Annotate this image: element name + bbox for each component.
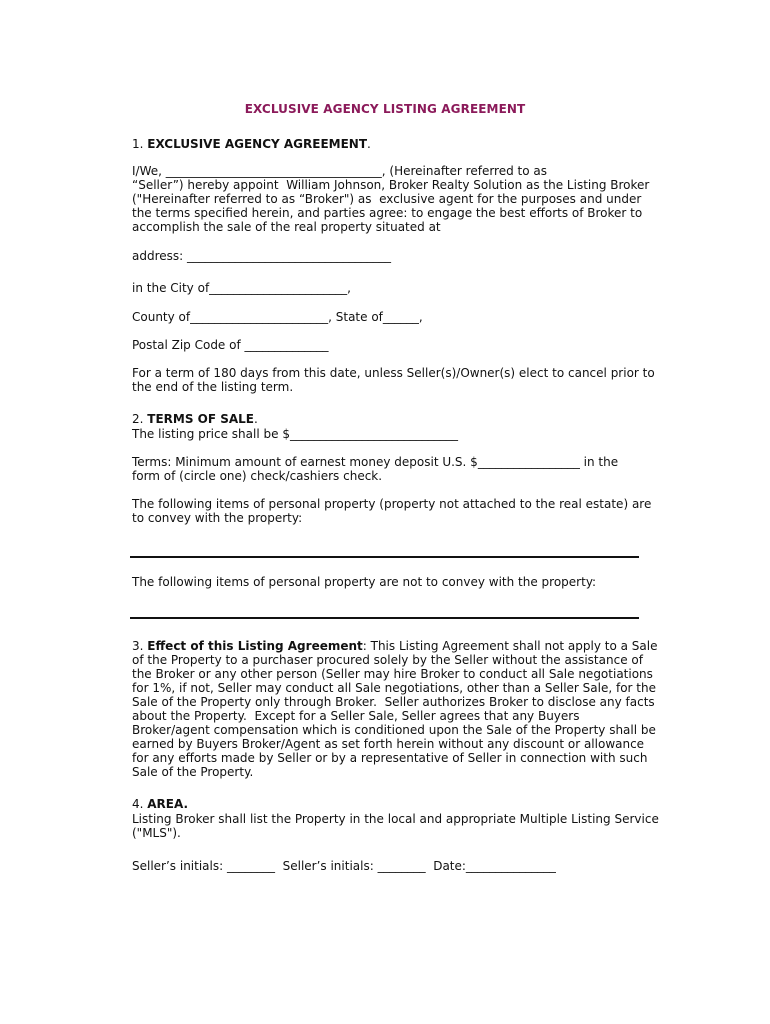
- section-4-title: AREA.: [147, 797, 189, 811]
- section-3-title: Effect of this Listing Agreement: [147, 639, 363, 653]
- paragraph-line: for 1%, if not, Seller may conduct all Sale negotiations, other than a Seller Sale, for the: [132, 681, 656, 695]
- paragraph-line: Sale of the Property only through Broker. Seller authorizes Broker to disclose any facts: [132, 695, 655, 709]
- paragraph-line: to convey with the property:: [132, 511, 303, 525]
- paragraph-line: Sale of the Property.: [132, 765, 254, 779]
- fill-in-rule: [130, 556, 639, 558]
- section-1-title: EXCLUSIVE AGENCY AGREEMENT: [147, 137, 368, 151]
- paragraph-line: Listing Broker shall list the Property in the local and appropriate Multiple Listing Service: [132, 812, 659, 826]
- paragraph-line: of the Property to a purchaser procured solely by the Seller without the assistance of: [132, 653, 643, 667]
- section-4-heading: [132, 797, 188, 811]
- paragraph-line: form of (circle one) check/cashiers check.: [132, 469, 383, 483]
- section-3-tail: : This Listing Agreement shall not apply to a Sale: [362, 639, 658, 653]
- section-1-tail: .: [367, 137, 371, 151]
- section-3-heading: [132, 639, 657, 653]
- section-2-heading: [132, 412, 258, 426]
- listing-price-field: The listing price shall be $____________________________: [132, 427, 458, 441]
- paragraph-line: the terms specified herein, and parties agree: to engage the best efforts of Broker to: [132, 206, 643, 220]
- paragraph-line: accomplish the sale of the real property situated at: [132, 220, 441, 234]
- section-2-number: 2.: [132, 412, 148, 426]
- section-4-number: 4.: [132, 797, 148, 811]
- zip-code-field: Postal Zip Code of ______________: [132, 338, 329, 352]
- address-field: address: __________________________________: [132, 249, 392, 263]
- paragraph-line: I/We, ____________________________________, (Hereinafter referred to as: [132, 164, 548, 178]
- initials-date-field: Seller’s initials: ________ Seller’s initials: ________ Date:_______________: [132, 859, 556, 873]
- section-2-tail: .: [254, 412, 258, 426]
- paragraph-line: For a term of 180 days from this date, unless Seller(s)/Owner(s) elect to cancel prior to: [132, 366, 655, 380]
- paragraph-line: for any efforts made by Seller or by a representative of Seller in connection with such: [132, 751, 648, 765]
- fill-in-rule: [130, 617, 639, 619]
- paragraph-line: earned by Buyers Broker/Agent as set forth herein without any discount or allowance: [132, 737, 645, 751]
- document-title: EXCLUSIVE AGENCY LISTING AGREEMENT: [244, 102, 526, 116]
- section-3-number: 3.: [132, 639, 148, 653]
- paragraph-line: the Broker or any other person (Seller may hire Broker to conduct all Sale negotiations: [132, 667, 653, 681]
- paragraph-line: the end of the listing term.: [132, 380, 294, 394]
- paragraph-line: ("Hereinafter referred to as “Broker") as exclusive agent for the purposes and under: [132, 192, 642, 206]
- paragraph-line: Broker/agent compensation which is conditioned upon the Sale of the Property shall be: [132, 723, 656, 737]
- paragraph-line: “Seller”) hereby appoint William Johnson, Broker Realty Solution as the Listing Broker: [132, 178, 650, 192]
- paragraph-line: Terms: Minimum amount of earnest money deposit U.S. $_________________ in the: [132, 455, 619, 469]
- county-state-field: County of_______________________, State of______,: [132, 310, 423, 324]
- section-1-number: 1.: [132, 137, 148, 151]
- paragraph-line: The following items of personal property are not to convey with the property:: [132, 575, 597, 589]
- paragraph-line: The following items of personal property (property not attached to the real estate) are: [132, 497, 652, 511]
- paragraph-line: ("MLS").: [132, 826, 181, 840]
- paragraph-line: about the Property. Except for a Seller Sale, Seller agrees that any Buyers: [132, 709, 580, 723]
- city-field: in the City of_______________________,: [132, 281, 351, 295]
- section-2-title: TERMS OF SALE: [147, 412, 254, 426]
- section-1-heading: [132, 137, 371, 151]
